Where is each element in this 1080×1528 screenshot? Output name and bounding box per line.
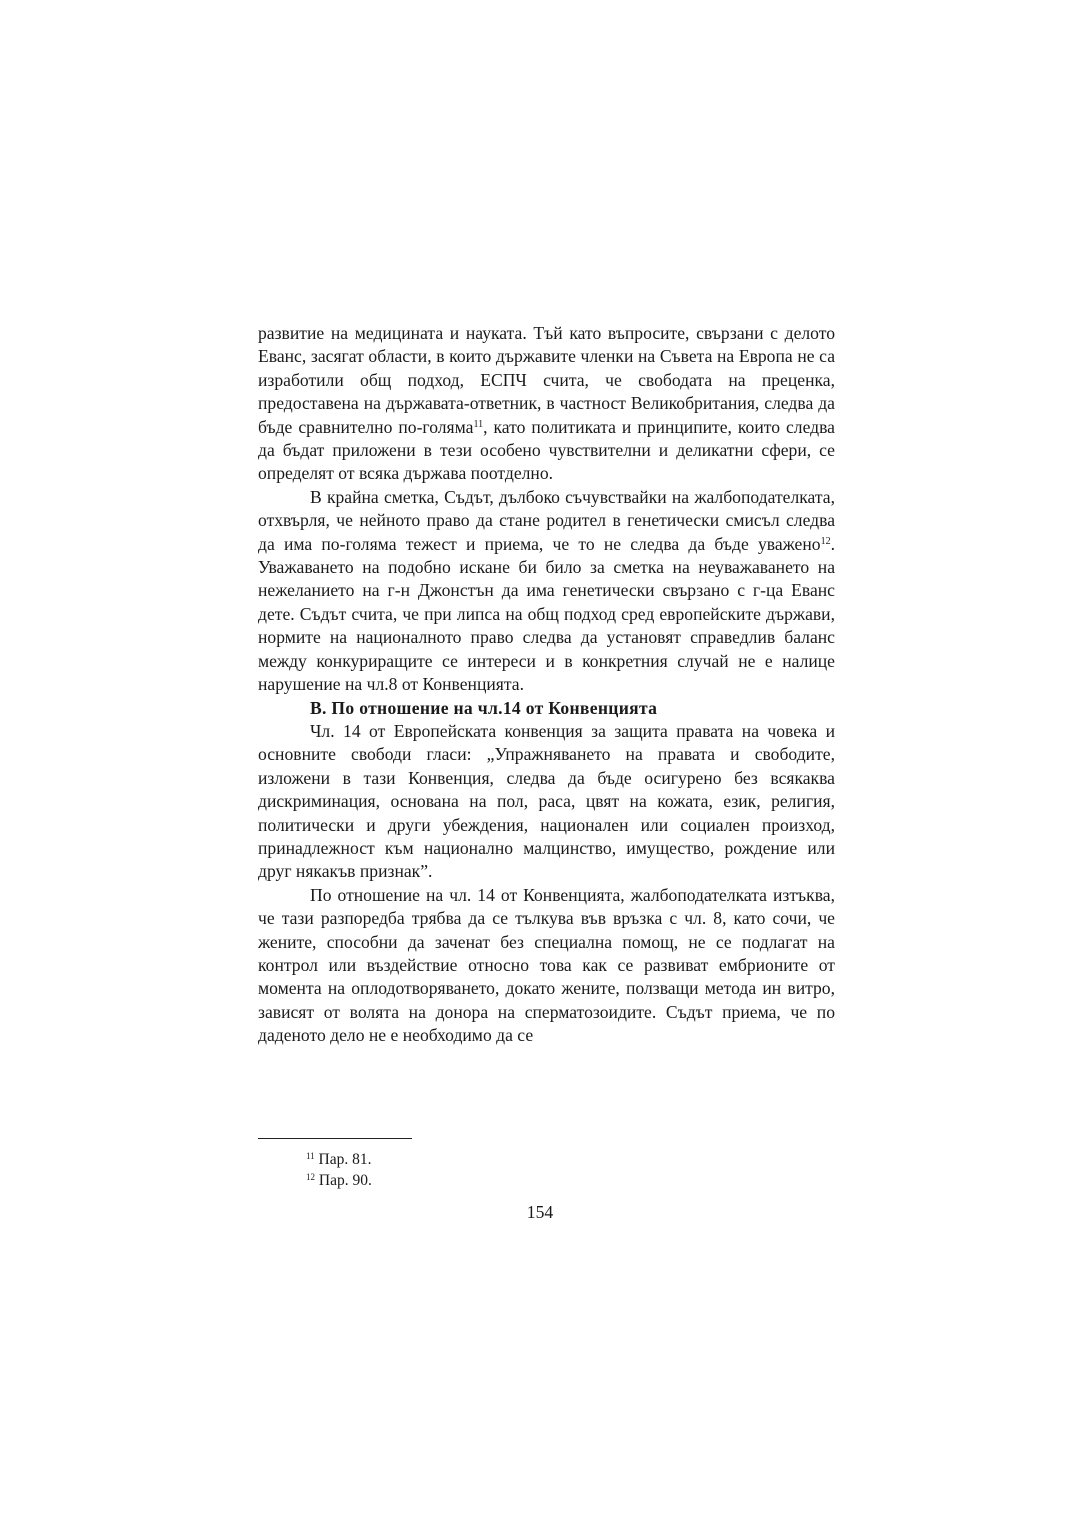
footnotes — [306, 1150, 372, 1191]
footnote-12: $^{12}$ Пар. 90. — [306, 1171, 372, 1189]
footnote-11: $^{11}$ Пар. 81. — [306, 1151, 372, 1168]
footnote-ref-12[interactable]: 12 — [820, 535, 831, 547]
paragraph-article-14-analysis: По отношение на чл. 14 от Конвенцията, жалбоподателката изтъква, че тази разпоредба трябва да се тълкува във връзка с чл. 8, като сочи, че жените, способни да заченат без специална помощ, не се подлагат на контрол или въздействие относно това как се развиват ембрионите от момента на оплодотворяването, докато жените, ползващи метода ин витро, зависят от волята на донора на сперматозоидите. Съдът приема, че по даденото дело не е необходимо да се — [258, 884, 835, 1046]
paragraph-continued: развитие на медицината и науката. Тъй като въпросите, свързани с делото Еванс, засягат области, в които държавите членки на Съвета на Европа не са изработили общ подход, ЕСПЧ счита, че свободата на преценка, предоставена на държавата-ответник, в частност Великобритания, следва да бъде сравнително по-голяма$^{11}$, като политиката и принципите, които следва да бъдат приложени в тези особено чувствителни и деликатни сфери, се определят от всяка държава поотделно. — [258, 323, 835, 484]
paragraph-court-conclusion: В крайна сметка, Съдът, дълбоко съчувствайки на жалбоподателката, отхвърля, че нейното право да стане родител в генетически смисъл следва да има по-голяма тежест и приема, че то не следва да бъде уважено$^{12}$. Уважаването на подобно искане би било за сметка на неуважаването на нежеланието на г-н Джонстън да има генетически свързано с г-ца Еванс дете. Съдът счита, че при липса на общ подход сред европейските държави, нормите на националното право следва да установят справедлив баланс между конкуриращите се интереси и в конкретния случай не е налице нарушение на чл.8 от Конвенцията. — [258, 486, 835, 695]
body-text — [258, 322, 835, 1048]
footnote-divider — [258, 1138, 412, 1139]
footnote-ref-11[interactable]: 11 — [473, 418, 484, 430]
page-number: 154 — [526, 1202, 554, 1222]
section-heading: В. По отношение на чл.14 от Конвенцията — [310, 697, 658, 718]
paragraph-article-14-quote: Чл. 14 от Европейската конвенция за защита правата на човека и основните свободи гласи: „Упражняването на правата и свободите, изложени в тази Конвенция, следва да бъде осигурено без всякаква дискриминация, основана на пол, раса, цвят на кожата, език, религия, политически и други убеждения, национален или социален произход, принадлежност към национално малцинство, имущество, рождение или друг някакъв признак”. — [258, 720, 835, 882]
